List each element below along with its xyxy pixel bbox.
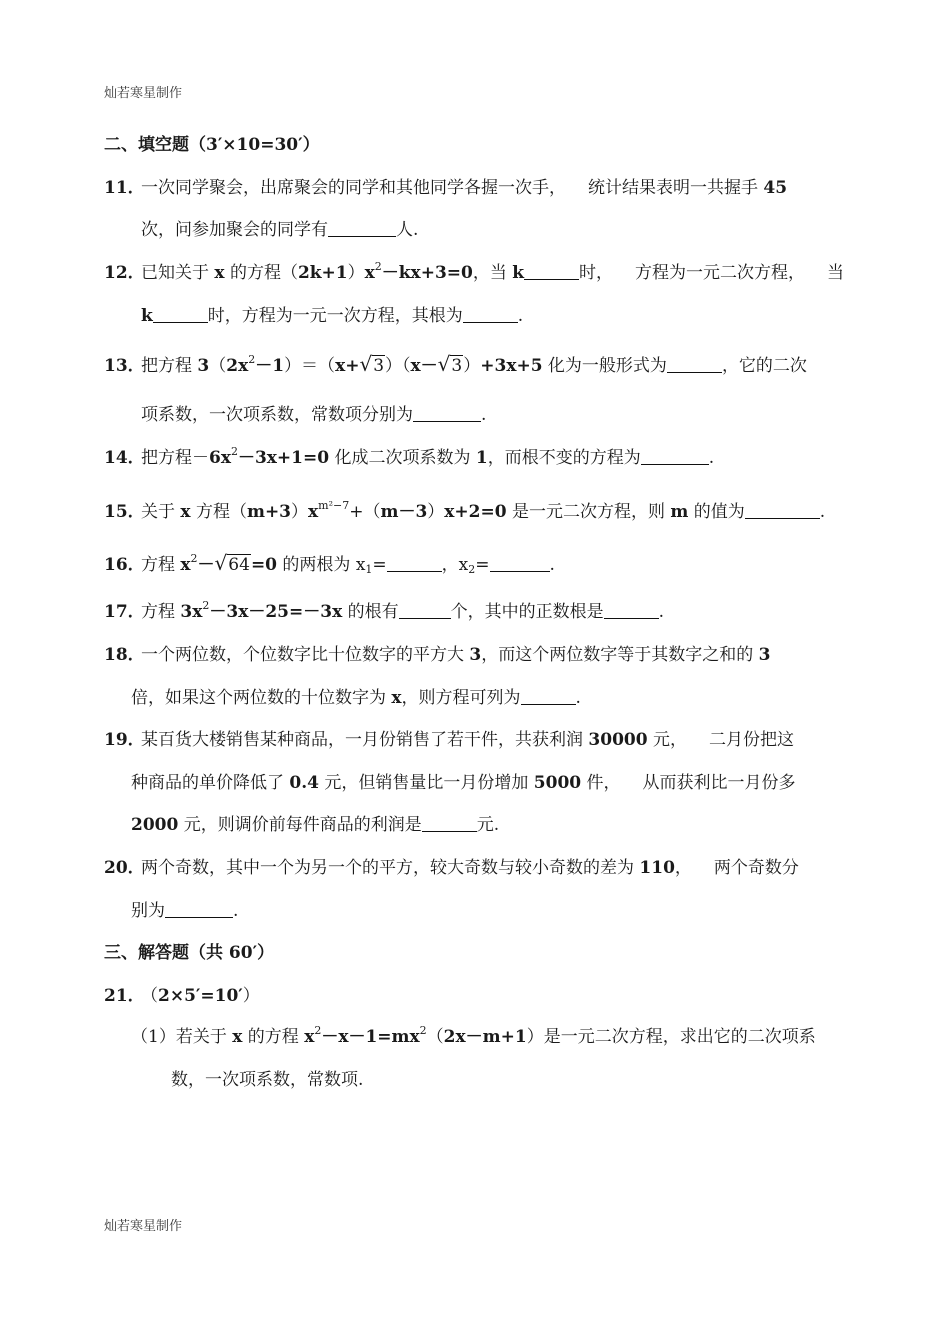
- section-fill-in-title: 二、填空题（3′×10=30′）: [104, 135, 320, 155]
- question-12-line-2: k 时，方程为一元一次方程，其根为 .: [141, 306, 524, 326]
- question-number: 19．: [104, 730, 145, 750]
- answer-blank[interactable]: [328, 221, 396, 237]
- question-18-line-2: 倍，如果这个两位数的十位数字为 x，则方程可列为 .: [131, 688, 581, 708]
- answer-blank[interactable]: [641, 449, 709, 465]
- section-answer-title: 三、解答题（共 60′）: [104, 943, 275, 963]
- question-number: 21．: [104, 986, 145, 1006]
- page-footer: 灿若寒星制作: [104, 1219, 183, 1234]
- page-header: 灿若寒星制作: [104, 86, 183, 101]
- answer-blank[interactable]: [165, 902, 233, 918]
- question-11-line-1: 11．一次同学聚会，出席聚会的同学和其他同学各握一次手， 统计结果表明一共握手 45: [104, 173, 787, 198]
- question-13-line-2: 项系数，一次项系数，常数项分别为 .: [141, 405, 487, 425]
- question-13-line-1: 13．把方程 $3(2x^2-1)=(x+√3)(x-√3)+3x+5$ 化为一般形式为 ，它的二次: [104, 352, 807, 376]
- question-number: 17．: [104, 602, 145, 622]
- question-17: 17．方程 $3x^2-3x-25=-3x$ 的根有 个，其中的正数根是 .: [104, 599, 665, 622]
- answer-blank[interactable]: [387, 556, 442, 572]
- question-number: 20．: [104, 858, 145, 878]
- question-21-part-1-line-2: 数，一次项系数，常数项.: [171, 1070, 364, 1090]
- question-18-line-1: 18．一个两位数，个位数字比十位数字的平方大 3，而这个两位数字等于其数字之和的 3: [104, 640, 771, 665]
- answer-blank[interactable]: [604, 603, 659, 619]
- question-15: 15．关于 x 方程$(m+3)x^{m^2-7}+(m-3)x+2=0$ 是一元二次方程，则 m 的值为 .: [104, 499, 826, 522]
- square-root: √64: [214, 551, 250, 575]
- question-21-part-1-line-1: （1）若关于 x 的方程 $x^2-x-1=mx^2(2x-m+1)$是一元二次方程，求出它的二次项系: [131, 1024, 816, 1047]
- question-number: 11．: [104, 178, 145, 198]
- question-number: 16．: [104, 555, 145, 575]
- question-20-line-2: 别为 .: [131, 901, 239, 921]
- question-number: 14．: [104, 448, 145, 468]
- question-20-line-1: 20．两个奇数，其中一个为另一个的平方，较大奇数与较小奇数的差为 110， 两个奇数分: [104, 853, 799, 878]
- question-19-line-3: 2000 元，则调价前每件商品的利润是 元.: [131, 815, 500, 835]
- answer-blank[interactable]: [463, 307, 518, 323]
- question-number: 13．: [104, 356, 145, 376]
- question-19-line-2: 种商品的单价降低了 0.4 元，但销售量比一月份增加 5000 件， 从而获利比一月份多: [131, 773, 796, 793]
- question-number: 12．: [104, 263, 145, 283]
- answer-blank[interactable]: [153, 307, 208, 323]
- square-root: √3: [359, 352, 385, 376]
- answer-blank[interactable]: [399, 603, 451, 619]
- answer-blank[interactable]: [667, 357, 722, 373]
- question-16: 16．方程 $x^2-√64=0$ 的两根为 $x_1=$ ，$x_2=$ .: [104, 551, 555, 576]
- question-11-line-2: 次，问参加聚会的同学有 人.: [141, 220, 419, 240]
- question-14: 14．把方程$-6x^2-3x+1=0$ 化成二次项系数为 1，而根不变的方程为 .: [104, 445, 715, 468]
- answer-blank[interactable]: [521, 689, 576, 705]
- answer-blank[interactable]: [490, 556, 550, 572]
- answer-blank[interactable]: [413, 406, 481, 422]
- answer-blank[interactable]: [524, 264, 579, 280]
- square-root: √3: [437, 352, 463, 376]
- answer-blank[interactable]: [745, 503, 820, 519]
- answer-blank[interactable]: [422, 816, 477, 832]
- question-number: 15．: [104, 502, 145, 522]
- question-12-line-1: 12．已知关于 x 的方程$(2k+1)x^2-kx+3=0$，当 k 时， 方程为一元二次方程， 当: [104, 260, 845, 283]
- question-19-line-1: 19．某百货大楼销售某种商品，一月份销售了若干件，共获利润 30000 元， 二月份把这: [104, 725, 794, 750]
- question-number: 18．: [104, 645, 145, 665]
- question-21: 21．（2×5′=10′）: [104, 981, 260, 1006]
